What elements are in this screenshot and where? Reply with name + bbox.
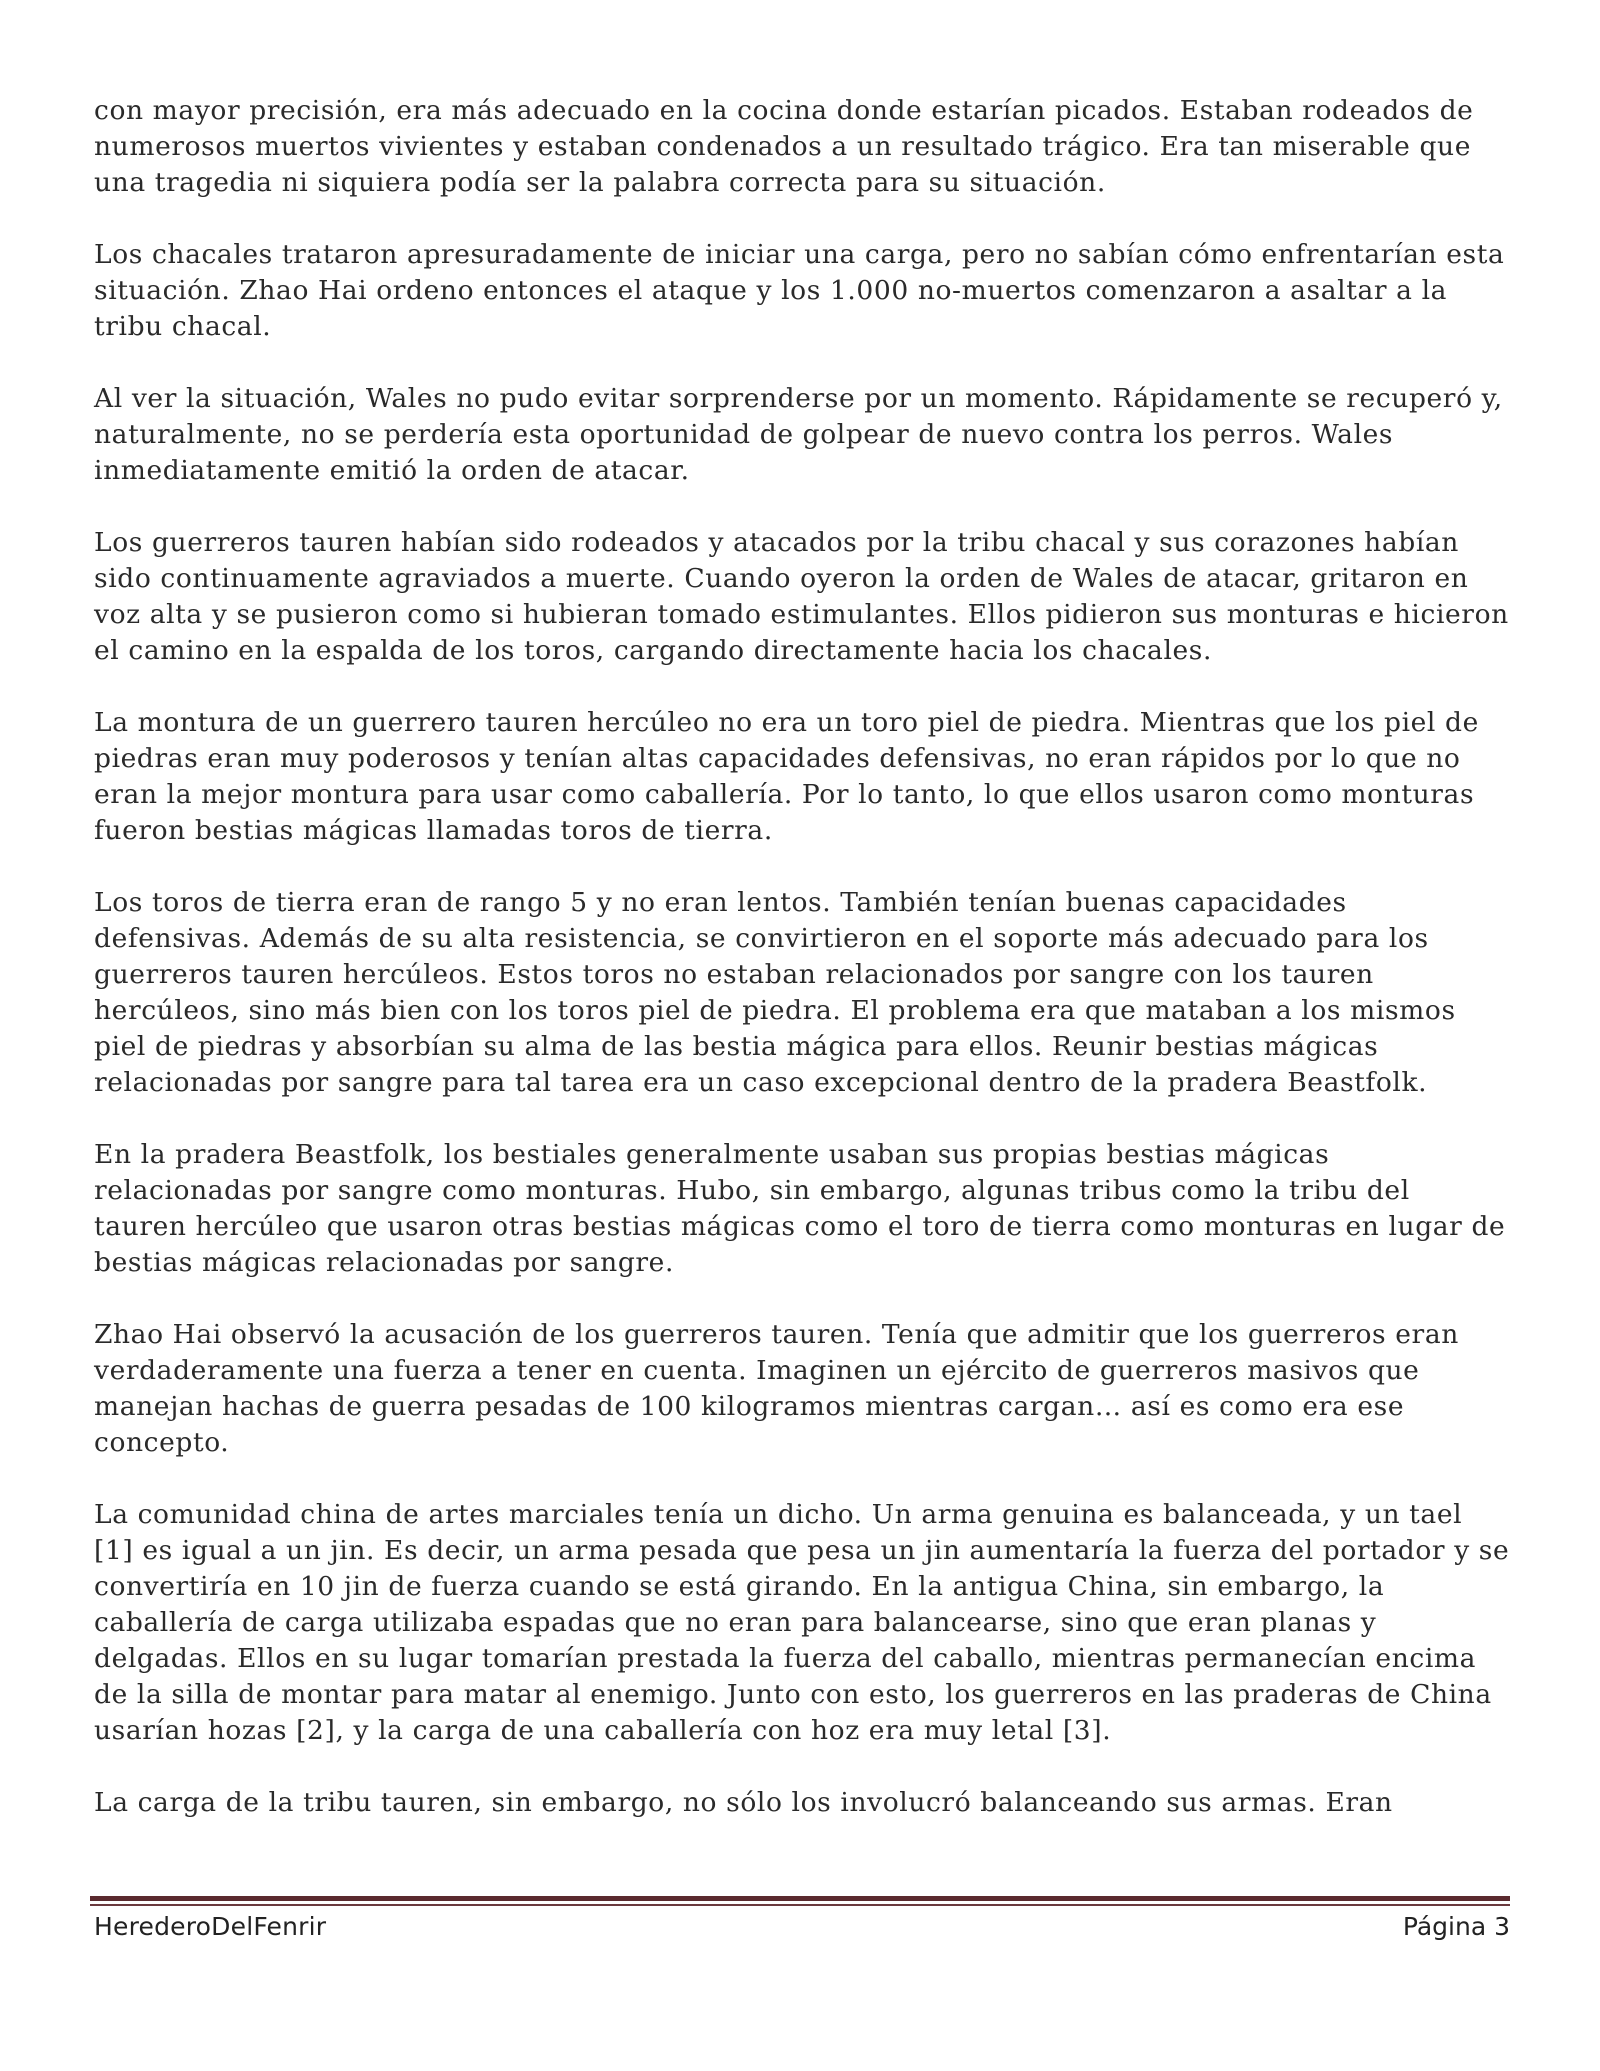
- paragraph-3: Al ver la situación, Wales no pudo evitar sorprenderse por un momento. Rápidamente se recuperó y, naturalmente, no se perdería esta oportunidad de golpear de nuevo contra los perros. Wales inmediatamente emitió la orden de atacar.: [94, 383, 1503, 486]
- document-body: [94, 93, 1510, 1821]
- paragraph-5: La montura de un guerrero tauren hercúleo no era un toro piel de piedra. Mientras que los piel de piedras eran muy poderosos y tenían altas capacidades defensivas, no eran rápidos por lo que no eran la mejor montura para usar como caballería. Por lo tanto, lo que ellos usaron como monturas fueron bestias mágicas llamadas toros de tierra.: [94, 707, 1479, 846]
- page-number: Página 3: [1402, 1912, 1510, 1941]
- footer-divider-thin: [90, 1904, 1510, 1906]
- paragraph-1: con mayor precisión, era más adecuado en la cocina donde estarían picados. Estaban rodeados de numerosos muertos vivientes y estaban condenados a un resultado trágico. Era tan miserable que una tragedia ni siquiera podía ser la palabra correcta para su situación.: [94, 95, 1474, 198]
- paragraph-7: En la pradera Beastfolk, los bestiales generalmente usaban sus propias bestias mágicas relacionadas por sangre como monturas. Hubo, sin embargo, algunas tribus como la tribu del tauren hercúleo que usaron otras bestias mágicas como el toro de tierra como monturas en lugar de bestias mágicas relacionadas por sangre.: [94, 1139, 1506, 1278]
- paragraph-10: La carga de la tribu tauren, sin embargo, no sólo los involucró balanceando sus armas. Eran: [94, 1787, 1393, 1818]
- paragraph-4: Los guerreros tauren habían sido rodeados y atacados por la tribu chacal y sus corazones habían sido continuamente agraviados a muerte. Cuando oyeron la orden de Wales de atacar, gritaron en voz alta y se pusieron como si hubieran tomado estimulantes. Ellos pidieron sus monturas e hicieron el camino en la espalda de los toros, cargando directamente hacia los chacales.: [94, 527, 1509, 666]
- paragraph-9: La comunidad china de artes marciales tenía un dicho. Un arma genuina es balanceada, y un tael [1] es igual a un jin. Es decir, un arma pesada que pesa un jin aumentaría la fuerza del portador y se convertiría en 10 jin de fuerza cuando se está girando. En la antigua China, sin embargo, la caballería de carga utilizaba espadas que no eran para balancearse, sino que eran planas y delgadas. Ellos en su lugar tomarían prestada la fuerza del caballo, mientras permanecían encima de la silla de montar para matar al enemigo. Junto con esto, los guerreros en las praderas de China usarían hozas [2], y la carga de una caballería con hoz era muy letal [3].: [94, 1499, 1510, 1746]
- footer-author: HerederoDelFenrir: [94, 1912, 327, 1941]
- paragraph-6: Los toros de tierra eran de rango 5 y no eran lentos. También tenían buenas capacidades defensivas. Además de su alta resistencia, se convirtieron en el soporte más adecuado para los guerreros tauren hercúleos. Estos toros no estaban relacionados por sangre con los tauren hercúleos, sino más bien con los toros piel de piedra. El problema era que mataban a los mismos piel de piedras y absorbían su alma de las bestia mágica para ellos. Reunir bestias mágicas relacionadas por sangre para tal tarea era un caso excepcional dentro de la pradera Beastfolk.: [94, 887, 1456, 1098]
- footer-divider-thick: [90, 1896, 1510, 1901]
- paragraph-8: Zhao Hai observó la acusación de los guerreros tauren. Tenía que admitir que los guerreros eran verdaderamente una fuerza a tener en cuenta. Imaginen un ejército de guerreros masivos que manejan hachas de guerra pesadas de 100 kilogramos mientras cargan… así es como era ese concepto.: [94, 1319, 1459, 1458]
- paragraph-2: Los chacales trataron apresuradamente de iniciar una carga, pero no sabían cómo enfrentarían esta situación. Zhao Hai ordeno entonces el ataque y los 1.000 no-muertos comenzaron a asaltar a la tribu chacal.: [94, 239, 1505, 342]
